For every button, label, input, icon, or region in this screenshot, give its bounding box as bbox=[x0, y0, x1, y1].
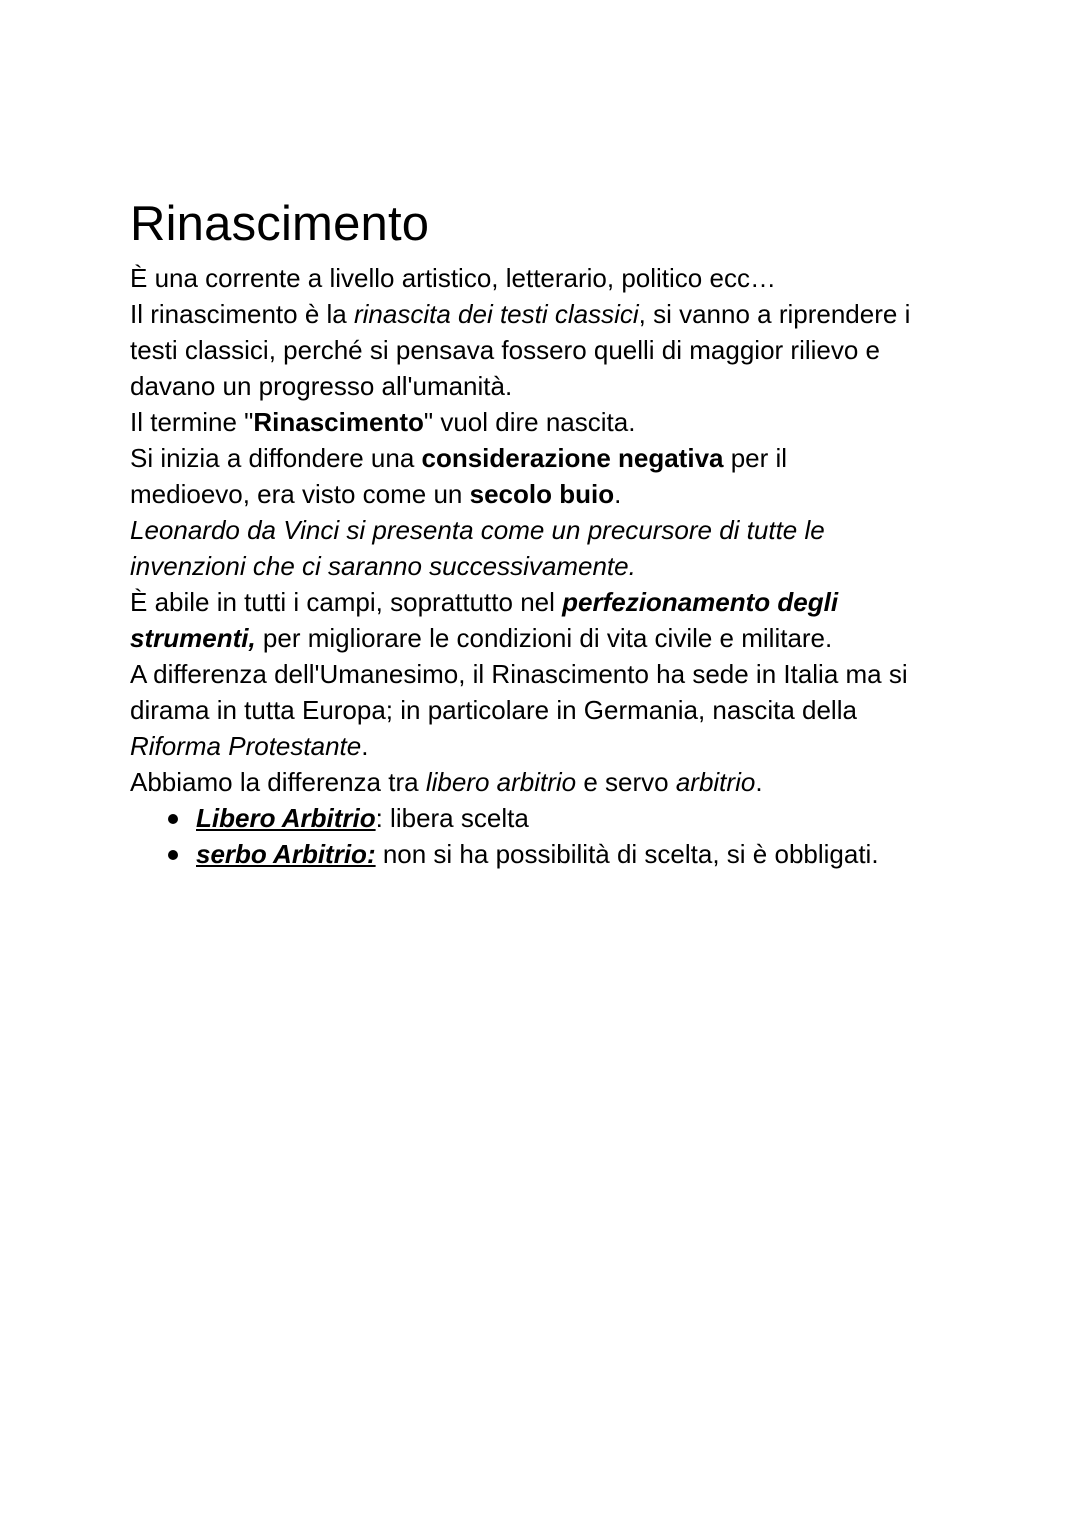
paragraph-abile-line-1 bbox=[130, 584, 970, 620]
italic-arbitrio: arbitrio bbox=[675, 767, 756, 797]
intro-line bbox=[130, 260, 970, 296]
list-item bbox=[130, 800, 970, 836]
text-run: , si vanno a riprendere i bbox=[638, 299, 911, 329]
bullet-icon bbox=[168, 850, 178, 860]
arbitrio-list bbox=[130, 800, 970, 872]
paragraph-medioevo-line-2 bbox=[130, 476, 970, 512]
paragraph-europa-line-1: A differenza dell'Umanesimo, il Rinascimento ha sede in Italia ma si bbox=[130, 659, 908, 689]
bold-secolo-buio: secolo buio bbox=[469, 479, 615, 509]
text-run: per il bbox=[723, 443, 788, 473]
bold-considerazione-negativa: considerazione negativa bbox=[421, 443, 724, 473]
paragraph-leonardo-line-1: Leonardo da Vinci si presenta come un precursore di tutte le bbox=[130, 515, 825, 545]
text-run: medioevo, era visto come un bbox=[130, 479, 470, 509]
text-run: È abile in tutti i campi, soprattutto nel bbox=[130, 587, 563, 617]
paragraph-arbitrio bbox=[130, 764, 970, 800]
paragraph-term bbox=[130, 404, 970, 440]
document-title: Rinascimento bbox=[130, 197, 430, 251]
list-term: serbo Arbitrio: bbox=[196, 839, 376, 869]
paragraph-europa-line-2: dirama in tutta Europa; in particolare in Germania, nascita della bbox=[130, 695, 857, 725]
list-item bbox=[130, 836, 970, 872]
text-run: per migliorare le condizioni di vita civile e militare. bbox=[255, 623, 833, 653]
bolditalic-strumenti: strumenti, bbox=[130, 623, 256, 653]
list-separator: : bbox=[375, 803, 383, 833]
text-run: . bbox=[755, 767, 763, 797]
list-description: libera scelta bbox=[382, 803, 529, 833]
paragraph-europa-line-3 bbox=[130, 728, 970, 764]
paragraph-abile-line-2 bbox=[130, 620, 970, 656]
bold-rinascimento: Rinascimento bbox=[253, 407, 424, 437]
italic-libero-arbitrio: libero arbitrio bbox=[425, 767, 577, 797]
bullet-icon bbox=[168, 814, 178, 824]
document-page bbox=[130, 192, 970, 872]
paragraph-classics-line-3: davano un progresso all'umanità. bbox=[130, 371, 513, 401]
italic-riforma-protestante: Riforma Protestante bbox=[130, 731, 362, 761]
paragraph-medioevo-line-1 bbox=[130, 440, 970, 476]
text-run: " vuol dire nascita. bbox=[423, 407, 636, 437]
text-run: Il rinascimento è la bbox=[130, 299, 354, 329]
text-run: . bbox=[614, 479, 622, 509]
list-term: Libero Arbitrio bbox=[196, 803, 376, 833]
text-run: . bbox=[361, 731, 369, 761]
text-run: Abbiamo la differenza tra bbox=[130, 767, 426, 797]
paragraph-leonardo-line-2: invenzioni che ci saranno successivamente. bbox=[130, 551, 636, 581]
text-run: Si inizia a diffondere una bbox=[130, 443, 422, 473]
intro-text: È una corrente a livello artistico, letterario, politico ecc… bbox=[130, 263, 776, 293]
text-run: Il termine " bbox=[130, 407, 254, 437]
list-description: non si ha possibilità di scelta, si è obbligati. bbox=[375, 839, 879, 869]
bolditalic-perfezionamento: perfezionamento degli bbox=[562, 587, 839, 617]
text-run: e servo bbox=[576, 767, 676, 797]
emphasis-rinascita: rinascita dei testi classici bbox=[353, 299, 639, 329]
paragraph-classics-line-2: testi classici, perché si pensava fossero quelli di maggior rilievo e bbox=[130, 335, 881, 365]
paragraph-classics-line-1 bbox=[130, 296, 970, 332]
